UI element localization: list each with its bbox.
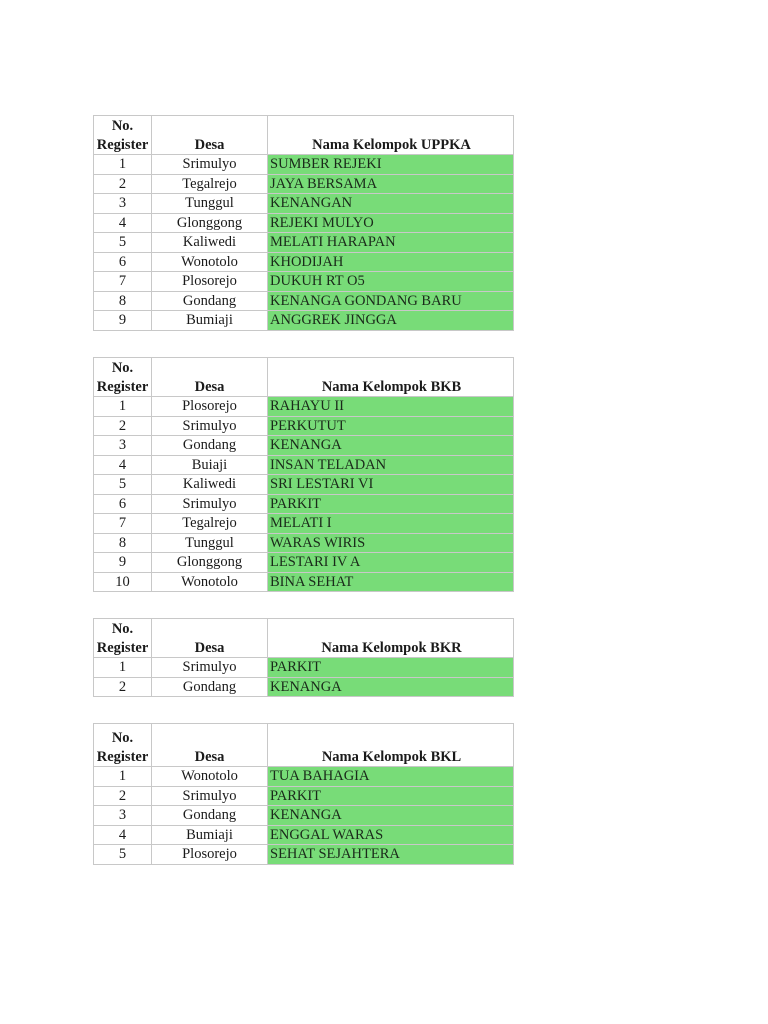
cell-no-register: 7 xyxy=(94,272,152,292)
cell-desa: Wonotolo xyxy=(152,572,268,592)
cell-desa: Tunggul xyxy=(152,533,268,553)
table-header-row xyxy=(94,619,514,658)
cell-no-register: 2 xyxy=(94,416,152,436)
header-desa: Desa xyxy=(152,724,268,767)
cell-desa: Plosorejo xyxy=(152,845,268,865)
cell-desa: Kaliwedi xyxy=(152,233,268,253)
cell-no-register: 6 xyxy=(94,252,152,272)
table-row xyxy=(94,252,514,272)
header-desa: Desa xyxy=(152,619,268,658)
table-row xyxy=(94,572,514,592)
table-row xyxy=(94,475,514,495)
header-no-register xyxy=(94,358,152,397)
cell-no-register: 3 xyxy=(94,194,152,214)
cell-no-register: 4 xyxy=(94,825,152,845)
cell-no-register: 8 xyxy=(94,291,152,311)
cell-desa: Buiaji xyxy=(152,455,268,475)
cell-no-register: 7 xyxy=(94,514,152,534)
cell-nama-kelompok: KHODIJAH xyxy=(268,252,514,272)
table-row xyxy=(94,213,514,233)
table-row xyxy=(94,786,514,806)
cell-desa: Srimulyo xyxy=(152,416,268,436)
header-desa: Desa xyxy=(152,358,268,397)
header-no-label: No. xyxy=(111,360,134,376)
cell-nama-kelompok: ANGGREK JINGGA xyxy=(268,311,514,331)
table-row xyxy=(94,825,514,845)
cell-no-register: 9 xyxy=(94,311,152,331)
cell-no-register: 2 xyxy=(94,677,152,697)
cell-nama-kelompok: BINA SEHAT xyxy=(268,572,514,592)
cell-desa: Tegalrejo xyxy=(152,514,268,534)
cell-nama-kelompok: PERKUTUT xyxy=(268,416,514,436)
header-no-register xyxy=(94,724,152,767)
cell-nama-kelompok: PARKIT xyxy=(268,786,514,806)
cell-no-register: 2 xyxy=(94,786,152,806)
cell-desa: Bumiaji xyxy=(152,311,268,331)
cell-no-register: 5 xyxy=(94,475,152,495)
table-row xyxy=(94,514,514,534)
cell-nama-kelompok: MELATI I xyxy=(268,514,514,534)
cell-no-register: 1 xyxy=(94,658,152,678)
cell-nama-kelompok: KENANGA xyxy=(268,436,514,456)
cell-desa: Tegalrejo xyxy=(152,174,268,194)
table-row xyxy=(94,436,514,456)
cell-desa: Gondang xyxy=(152,806,268,826)
cell-desa: Wonotolo xyxy=(152,767,268,787)
table-row xyxy=(94,397,514,417)
cell-no-register: 3 xyxy=(94,436,152,456)
table-bkr xyxy=(93,618,514,697)
header-desa: Desa xyxy=(152,116,268,155)
table-row xyxy=(94,416,514,436)
header-nama-kelompok: Nama Kelompok BKB xyxy=(268,358,514,397)
table-row xyxy=(94,533,514,553)
table-row xyxy=(94,272,514,292)
cell-desa: Kaliwedi xyxy=(152,475,268,495)
cell-no-register: 5 xyxy=(94,233,152,253)
cell-nama-kelompok: KENANGA xyxy=(268,806,514,826)
table-bkl xyxy=(93,723,514,865)
cell-desa: Srimulyo xyxy=(152,658,268,678)
cell-no-register: 4 xyxy=(94,455,152,475)
cell-nama-kelompok: PARKIT xyxy=(268,658,514,678)
table-row xyxy=(94,767,514,787)
table-row xyxy=(94,233,514,253)
header-register-label: Register xyxy=(96,136,149,153)
table-uppka xyxy=(93,115,514,331)
cell-desa: Gondang xyxy=(152,677,268,697)
cell-no-register: 10 xyxy=(94,572,152,592)
cell-no-register: 5 xyxy=(94,845,152,865)
cell-nama-kelompok: ENGGAL WARAS xyxy=(268,825,514,845)
table-header-row xyxy=(94,116,514,155)
table-row xyxy=(94,311,514,331)
header-no-label: No. xyxy=(111,621,134,637)
cell-nama-kelompok: WARAS WIRIS xyxy=(268,533,514,553)
table-header-row xyxy=(94,358,514,397)
table-row xyxy=(94,806,514,826)
table-row xyxy=(94,455,514,475)
table-row xyxy=(94,174,514,194)
cell-no-register: 1 xyxy=(94,767,152,787)
header-no-register xyxy=(94,116,152,155)
cell-nama-kelompok: KENANGAN xyxy=(268,194,514,214)
header-nama-kelompok: Nama Kelompok BKL xyxy=(268,724,514,767)
table-row xyxy=(94,291,514,311)
cell-nama-kelompok: LESTARI IV A xyxy=(268,553,514,573)
cell-desa: Glonggong xyxy=(152,213,268,233)
table-row xyxy=(94,845,514,865)
cell-nama-kelompok: TUA BAHAGIA xyxy=(268,767,514,787)
header-no-label: No. xyxy=(111,118,134,134)
cell-nama-kelompok: INSAN TELADAN xyxy=(268,455,514,475)
cell-nama-kelompok: KENANGA xyxy=(268,677,514,697)
header-register-label: Register xyxy=(96,378,149,395)
cell-no-register: 2 xyxy=(94,174,152,194)
cell-desa: Srimulyo xyxy=(152,155,268,175)
cell-nama-kelompok: DUKUH RT O5 xyxy=(268,272,514,292)
table-header-row xyxy=(94,724,514,767)
header-nama-kelompok: Nama Kelompok BKR xyxy=(268,619,514,658)
cell-nama-kelompok: REJEKI MULYO xyxy=(268,213,514,233)
cell-desa: Srimulyo xyxy=(152,786,268,806)
header-register-label: Register xyxy=(96,748,149,765)
cell-desa: Wonotolo xyxy=(152,252,268,272)
table-row xyxy=(94,658,514,678)
cell-no-register: 9 xyxy=(94,553,152,573)
cell-desa: Gondang xyxy=(152,436,268,456)
cell-nama-kelompok: JAYA BERSAMA xyxy=(268,174,514,194)
header-nama-kelompok: Nama Kelompok UPPKA xyxy=(268,116,514,155)
table-row xyxy=(94,194,514,214)
cell-no-register: 3 xyxy=(94,806,152,826)
cell-nama-kelompok: KENANGA GONDANG BARU xyxy=(268,291,514,311)
cell-nama-kelompok: SEHAT SEJAHTERA xyxy=(268,845,514,865)
header-no-register xyxy=(94,619,152,658)
cell-desa: Srimulyo xyxy=(152,494,268,514)
cell-nama-kelompok: SRI LESTARI VI xyxy=(268,475,514,495)
table-row xyxy=(94,494,514,514)
cell-desa: Glonggong xyxy=(152,553,268,573)
cell-nama-kelompok: RAHAYU II xyxy=(268,397,514,417)
cell-desa: Plosorejo xyxy=(152,397,268,417)
table-row xyxy=(94,155,514,175)
cell-nama-kelompok: SUMBER REJEKI xyxy=(268,155,514,175)
cell-desa: Bumiaji xyxy=(152,825,268,845)
cell-desa: Tunggul xyxy=(152,194,268,214)
cell-nama-kelompok: MELATI HARAPAN xyxy=(268,233,514,253)
header-register-label: Register xyxy=(96,639,149,656)
cell-no-register: 1 xyxy=(94,155,152,175)
header-no-label: No. xyxy=(111,730,134,746)
table-bkb xyxy=(93,357,514,592)
cell-no-register: 6 xyxy=(94,494,152,514)
cell-desa: Gondang xyxy=(152,291,268,311)
table-row xyxy=(94,553,514,573)
cell-no-register: 8 xyxy=(94,533,152,553)
cell-nama-kelompok: PARKIT xyxy=(268,494,514,514)
cell-no-register: 1 xyxy=(94,397,152,417)
table-row xyxy=(94,677,514,697)
cell-desa: Plosorejo xyxy=(152,272,268,292)
cell-no-register: 4 xyxy=(94,213,152,233)
